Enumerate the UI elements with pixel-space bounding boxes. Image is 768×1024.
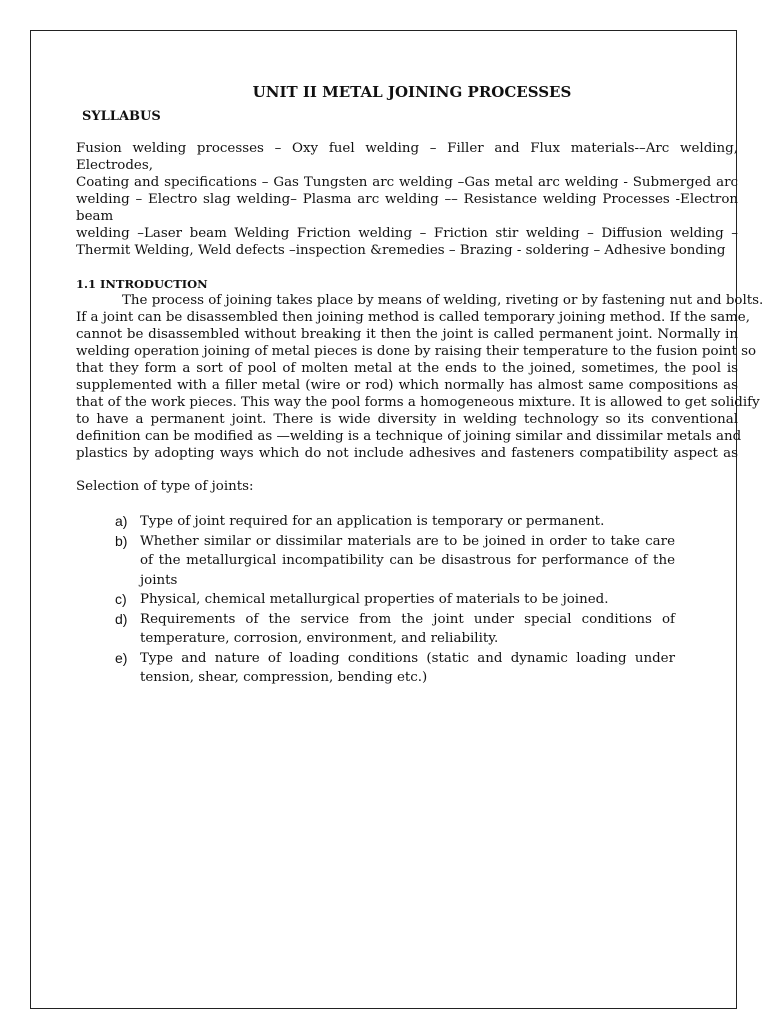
introduction-line: welding operation joining of metal pieces is done by raising their temperature to the fusion point so [76, 344, 757, 359]
syllabus-line: welding –Laser beam Welding Friction welding – Friction stir welding – Diffusion welding – [76, 226, 738, 241]
list-item-text: Requirements of the service from the joint under special conditions of temperature, corrosion, environment, and reliability. [140, 611, 675, 646]
syllabus-heading: SYLLABUS [82, 109, 161, 124]
list-item [76, 610, 738, 649]
page-title: UNIT II METAL JOINING PROCESSES [252, 83, 572, 101]
introduction-heading: 1.1 INTRODUCTION [76, 277, 208, 291]
introduction-line: definition can be modified as —welding is a technique of joining similar and dissimilar metals and [76, 429, 742, 444]
syllabus-line: Thermit Welding, Weld defects –inspection &remedies – Brazing - soldering – Adhesive bonding [76, 243, 726, 258]
syllabus-line: beam [76, 209, 114, 224]
list-item [76, 649, 738, 688]
introduction-line: that they form a sort of pool of molten metal at the ends to the joined, sometimes, the pool is [76, 361, 738, 376]
list-item [76, 532, 738, 591]
list-item-text: Type and nature of loading conditions (static and dynamic loading under tension, shear, compression, bending etc.) [140, 650, 675, 685]
introduction-line: The process of joining takes place by means of welding, riveting or by fastening nut and bolts. [122, 293, 764, 308]
selection-list [76, 512, 738, 688]
syllabus-line: welding – Electro slag welding– Plasma arc welding –– Resistance welding Processes -Electron [76, 192, 738, 207]
syllabus-line: Fusion welding processes – Oxy fuel welding – Filler and Flux materials-–Arc welding, Electrodes, [76, 141, 738, 173]
introduction-line: supplemented with a filler metal (wire or rod) which normally has almost same compositions as [76, 378, 738, 393]
list-marker: a) [115, 513, 128, 529]
list-item-text: Whether similar or dissimilar materials are to be joined in order to take care of the metallurgical incompatibility can be disastrous for performance of the joints [140, 533, 675, 588]
introduction-line: that of the work pieces. This way the pool forms a homogeneous mixture. It is allowed to get solidify [76, 395, 760, 410]
list-marker: b) [115, 532, 128, 549]
introduction-line: plastics by adopting ways which do not include adhesives and fasteners compatibility aspect as [76, 446, 738, 461]
document-content [76, 82, 764, 688]
introduction-line: If a joint can be disassembled then joining method is called temporary joining method. If the same, [76, 310, 750, 325]
list-item-text: Physical, chemical metallurgical properties of materials to be joined. [140, 592, 609, 607]
introduction-line: cannot be disassembled without breaking it then the joint is called permanent joint. Normally in [76, 327, 738, 342]
list-item-text: Type of joint required for an application is temporary or permanent. [140, 514, 605, 529]
list-marker: e) [115, 649, 128, 666]
introduction-paragraph [76, 292, 764, 462]
selection-heading: Selection of type of joints: [76, 479, 254, 494]
list-item [76, 590, 738, 610]
introduction-line: to have a permanent joint. There is wide diversity in welding technology so its conventional [76, 412, 738, 427]
syllabus-line: Coating and specifications – Gas Tungsten arc welding –Gas metal arc welding - Submerged arc [76, 175, 738, 190]
syllabus-text [76, 140, 738, 259]
list-marker: d) [115, 610, 128, 627]
list-item [76, 512, 738, 532]
list-marker: c) [115, 591, 127, 607]
